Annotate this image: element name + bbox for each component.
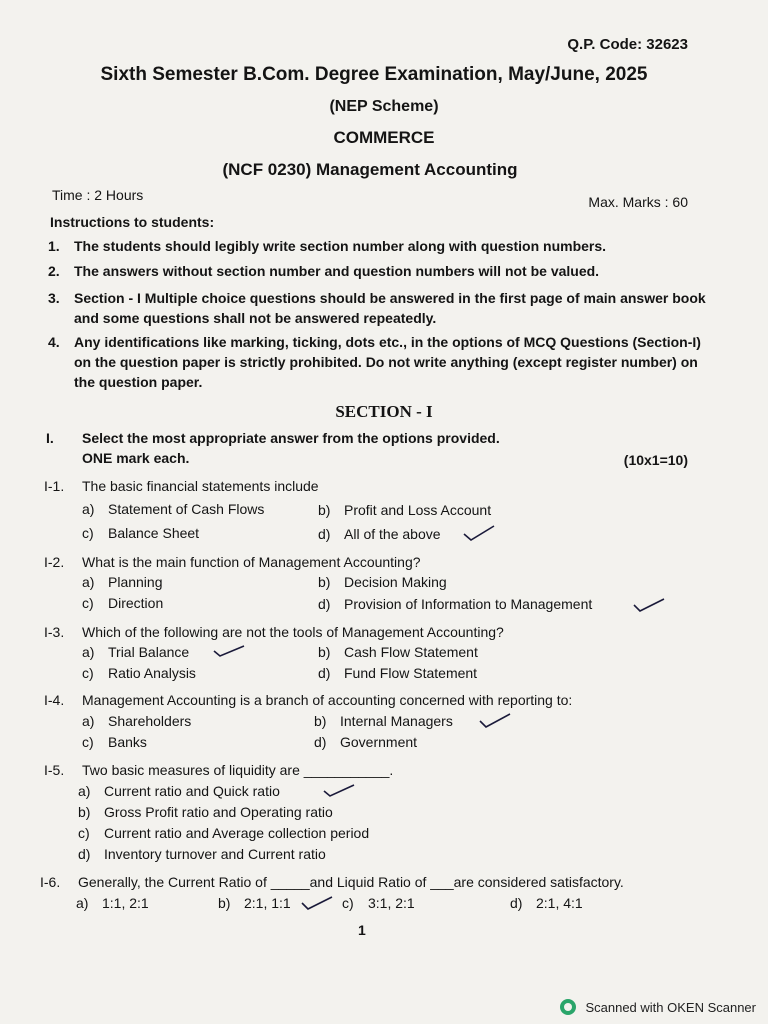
question-number: I-2. [44,554,65,570]
question-stem [44,762,393,778]
option-a: a) 1:1, 2:1 [76,895,149,911]
question-text: What is the main function of Management Accounting? [82,554,421,570]
option-b: b) Gross Profit ratio and Operating ratio [78,804,333,820]
max-marks-label: Max. Marks : 60 [588,194,688,210]
handwritten-tick-mark [212,642,246,660]
option-b: b) Internal Managers [314,713,453,729]
option-d: d) Inventory turnover and Current ratio [78,846,326,862]
option-b: b) Profit and Loss Account [318,502,492,518]
exam-title: Sixth Semester B.Com. Degree Examination, May/June, 2025 [100,64,648,85]
handwritten-tick-mark [632,596,666,614]
section-title: SECTION - I [335,402,433,421]
option-d: d) All of the above [318,526,441,542]
instruction-item [48,236,698,256]
option-d: d) Fund Flow Statement [318,665,478,681]
instruction-text: Any identifications like marking, ticking, dots etc., in the options of MCQ Questions (Section-I) on the question paper is strictly prohibited. Do not write anything (except register number) on the question paper. [74,334,701,390]
question-number: I-3. [44,624,65,640]
scanner-watermark-text: Scanned with OKEN Scanner [585,999,756,1015]
instruction-number: 4. [48,334,60,350]
qp-code: Q.P. Code: 32623 [567,36,688,53]
section-instruction [46,428,696,468]
option-a: a) Trial Balance [82,644,190,660]
question-stem [44,554,421,570]
option-a: a) Current ratio and Quick ratio [78,783,280,799]
question-stem [44,692,572,708]
question-number: I-1. [44,478,65,494]
option-c: c) Current ratio and Average collection period [78,825,370,841]
question-stem [44,478,319,494]
option-b: b) Cash Flow Statement [318,644,478,660]
instruction-text: The answers without section number and question numbers will not be valued. [74,263,600,279]
paper-title: (NCF 0230) Management Accounting [222,160,518,179]
instruction-item [48,332,701,390]
option-a: a) Statement of Cash Flows [82,501,265,517]
time-label: Time : 2 Hours [52,187,144,203]
question-number: I-6. [40,874,61,890]
question-stem [40,874,624,890]
question-text: The basic financial statements include [82,478,319,494]
option-b: b) Decision Making [318,574,447,590]
option-d: d) Government [314,734,418,750]
question-number: I-4. [44,692,65,708]
option-d: d) 2:1, 4:1 [510,895,583,911]
question-text: Generally, the Current Ratio of _____and Liquid Ratio of ___are considered satisfactory. [78,874,624,890]
question-stem [44,624,504,640]
question-text: Which of the following are not the tools of Management Accounting? [82,624,504,640]
section-instruction-line1: Select the most appropriate answer from the options provided. [82,430,500,446]
instruction-number: 3. [48,290,60,306]
instruction-item [48,288,706,326]
option-a: a) Planning [82,574,163,590]
scanner-logo-icon [559,998,577,1016]
scheme-label: (NEP Scheme) [329,98,439,115]
instruction-text: Section - I Multiple choice questions should be answered in the first page of main answer book and some questions shall not be answered repeatedly. [74,290,706,326]
option-c: c) Direction [82,595,164,611]
option-c: c) Balance Sheet [82,525,200,541]
instruction-number: 1. [48,238,60,254]
instructions-title: Instructions to students: [50,214,215,230]
handwritten-tick-mark [322,782,356,800]
page-number: 1 [358,922,366,938]
instruction-text: The students should legibly write section number along with question numbers. [74,238,607,254]
section-instruction-number: I. [46,430,54,446]
section-marks: (10x1=10) [623,452,688,468]
option-c: c) Ratio Analysis [82,665,196,681]
option-d: d) Provision of Information to Management [318,596,593,612]
instruction-number: 2. [48,263,60,279]
handwritten-tick-mark [478,712,512,730]
subject-title: COMMERCE [333,128,435,147]
section-instruction-line2: ONE mark each. [82,450,190,466]
question-text: Management Accounting is a branch of accounting concerned with reporting to: [82,692,573,708]
option-c: c) 3:1, 2:1 [342,895,415,911]
option-c: c) Banks [82,734,147,750]
question-text: Two basic measures of liquidity are ___________. [82,762,394,778]
handwritten-tick-mark [300,894,334,912]
option-a: a) Shareholders [82,713,192,729]
scanner-footer [559,998,756,1016]
handwritten-tick-mark [462,524,496,542]
option-b: b) 2:1, 1:1 [218,895,291,911]
question-number: I-5. [44,762,65,778]
instruction-item [48,261,698,281]
